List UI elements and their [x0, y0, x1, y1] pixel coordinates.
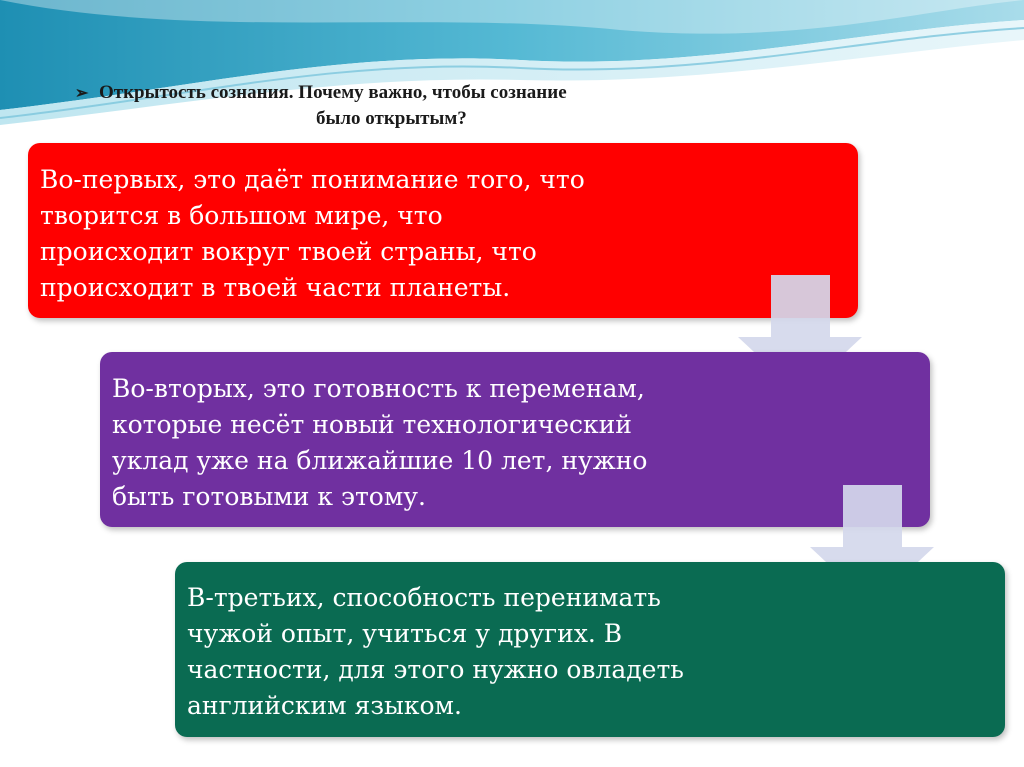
title-line-2: было открытым?: [316, 108, 467, 129]
slide-title: [75, 80, 775, 131]
point-box-second: [100, 352, 930, 527]
point-text-first: Во-первых, это даёт понимание того, что творится в большом мире, что происходит вокруг твоей страны, что происходит в твоей части планеты.: [40, 165, 585, 302]
point-text-second: Во-вторых, это готовность к переменам, которые несёт новый технологический уклад уже на ближайшие 10 лет, нужно быть готовыми к этому.: [112, 374, 648, 511]
title-line-1: Открытость сознания. Почему важно, чтобы сознание: [99, 82, 567, 103]
bullet-arrow-icon: ➢: [75, 85, 89, 102]
point-text-third: В-третьих, способность перенимать чужой опыт, учиться у других. В частности, для этого нужно овладеть английским языком.: [187, 583, 684, 720]
point-box-third: [175, 562, 1005, 737]
point-box-first: [28, 143, 858, 318]
